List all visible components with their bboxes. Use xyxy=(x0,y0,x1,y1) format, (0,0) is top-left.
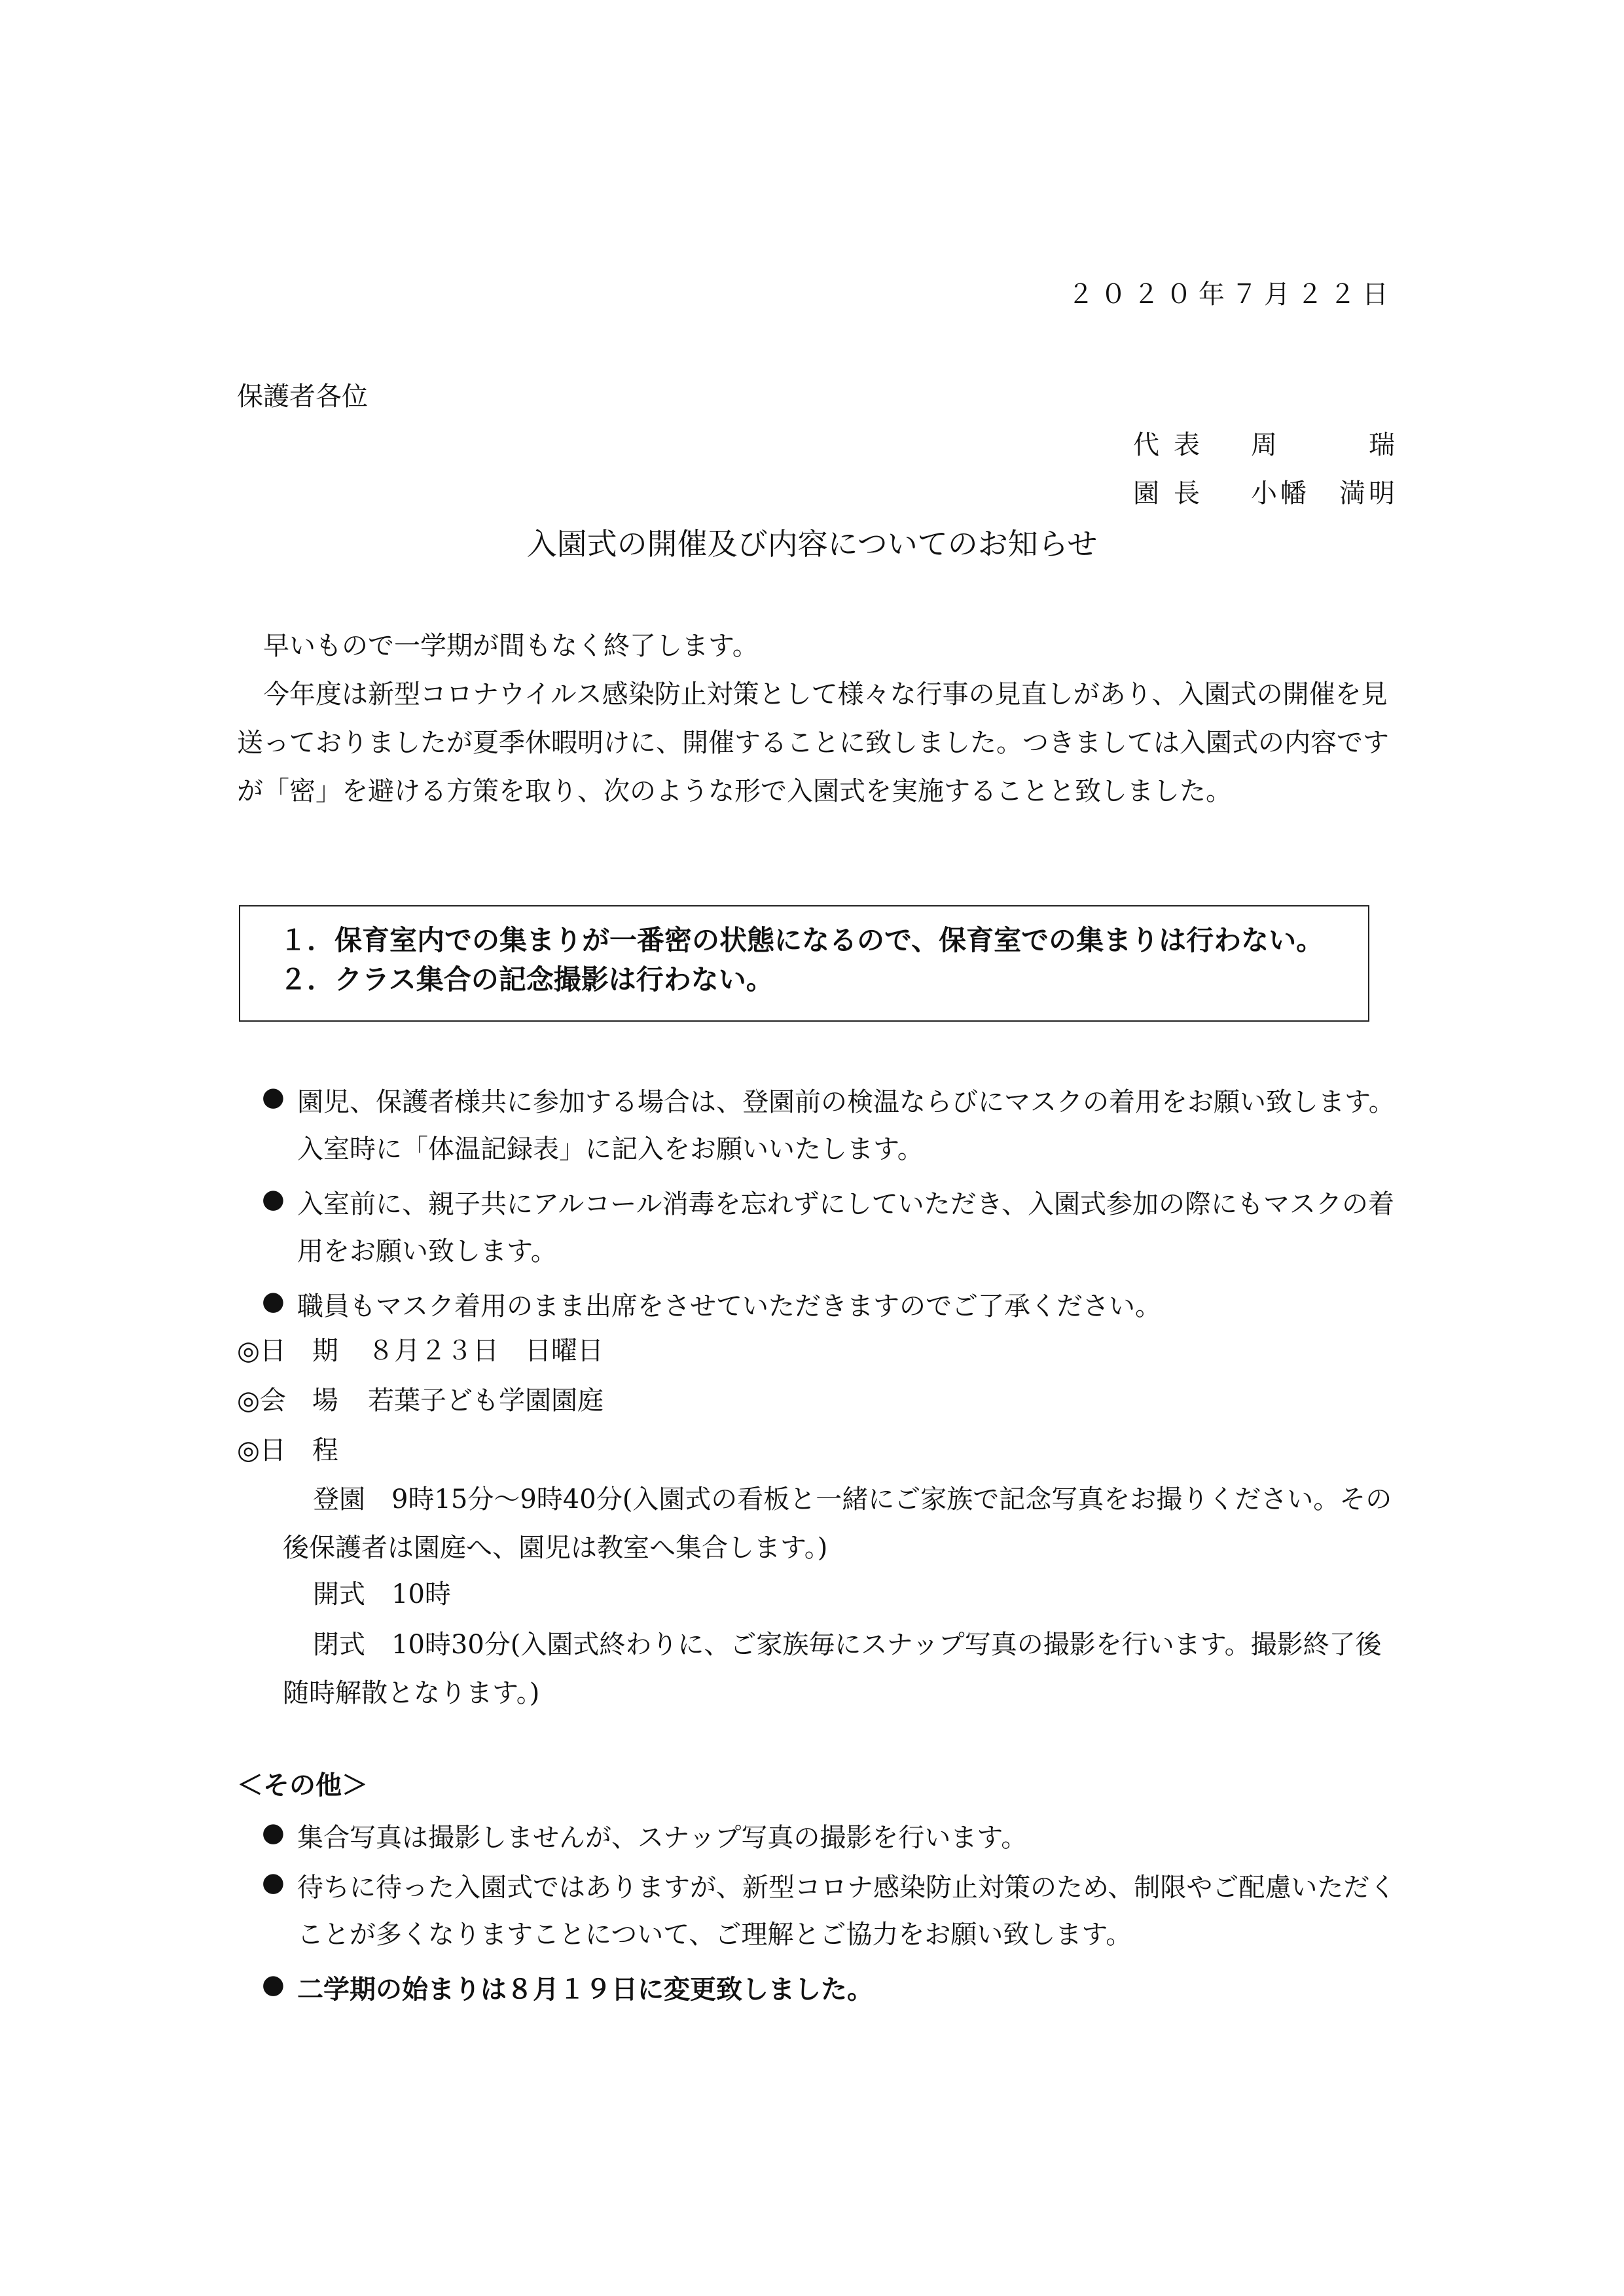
schedule-item-opening: 開式 10時 xyxy=(313,1579,451,1609)
event-date-value: ８月２３日 日曜日 xyxy=(368,1336,604,1366)
other-bullet-item xyxy=(262,1966,1401,2013)
schedule-item-closing xyxy=(283,1621,1402,1717)
sender-role: 園長 xyxy=(1133,478,1214,509)
venue-label: ◎会 場 xyxy=(237,1386,338,1416)
addressee: 保護者各位 xyxy=(237,382,368,412)
schedule-item-arrival xyxy=(283,1475,1402,1572)
bullet-text: 二学期の始まりは８月１９日に変更致しました。 xyxy=(297,1974,873,2005)
schedule-text: 閉式 10時30分(入園式終わりに、ご家族毎にスナップ写真の撮影を行います。撮影終了後随時解散となります。) xyxy=(283,1630,1382,1708)
sender-name: 小幡 満明 xyxy=(1251,478,1395,509)
bullet-item xyxy=(262,1283,1401,1330)
notice-date: ２０２０年７月２２日 xyxy=(1068,279,1395,310)
bullet-text: 園児、保護者様共に参加する場合は、登園前の検温ならびにマスクの着用をお願い致します。入室時に「体温記録表」に記入をお願いいたします。 xyxy=(297,1087,1395,1164)
bullet-text: 職員もマスク着用のまま出席をさせていただきますのでご了承ください。 xyxy=(297,1291,1161,1321)
bullet-item xyxy=(262,1181,1401,1275)
other-bullet-item xyxy=(262,1864,1401,1958)
bullet-text: 入室前に、親子共にアルコール消毒を忘れずにしていただき、入園式参加の際にもマスクの着用をお願い致します。 xyxy=(297,1189,1394,1266)
bullet-text: 待ちに待った入園式ではありますが、新型コロナ感染防止対策のため、制限やご配慮いただくことが多くなりますことについて、ご理解とご協力をお願い致します。 xyxy=(297,1873,1396,1950)
rule-item: １．保育室内での集まりが一番密の状態になるので、保育室での集まりは行わない。 xyxy=(280,924,1324,956)
intro-paragraph-1: 早いもので一学期が間もなく終了します。 xyxy=(263,631,759,661)
sender-principal xyxy=(1133,475,1395,512)
schedule-label: ◎日 程 xyxy=(237,1435,338,1465)
bullet-icon: ● xyxy=(262,1082,285,1112)
bullet-icon: ● xyxy=(262,1184,285,1214)
bullet-icon: ● xyxy=(262,1867,285,1897)
schedule-heading xyxy=(237,1432,368,1469)
venue-value: 若葉子ども学園園庭 xyxy=(368,1386,604,1416)
schedule-text: 登園 9時15分～9時40分(入園式の看板と一緒にご家族で記念写真をお撮りください。その後保護者は園庭へ、園児は教室へ集合します。) xyxy=(283,1484,1392,1563)
bullet-icon: ● xyxy=(262,1969,285,2000)
event-date-row xyxy=(237,1333,604,1369)
bullet-icon: ● xyxy=(262,1818,285,1848)
intro-paragraph-2: 今年度は新型コロナウイルス感染防止対策として様々な行事の見直しがあり、入園式の開催を見送っておりましたが夏季休暇明けに、開催することに致しました。つきましては入園式の内容ですが「密」を避ける方策を取り、次のような形で入園式を実施することと致しました。 xyxy=(237,679,1389,806)
venue-row xyxy=(237,1382,604,1419)
other-heading: ＜その他＞ xyxy=(237,1770,368,1801)
sender-representative xyxy=(1133,427,1395,463)
other-bullet-item xyxy=(262,1814,1401,1861)
rules-box xyxy=(239,905,1369,1022)
rule-item: ２．クラス集合の記念撮影は行わない。 xyxy=(280,963,774,996)
bullet-item xyxy=(262,1079,1401,1173)
event-date-label: ◎日 期 xyxy=(237,1336,338,1366)
sender-name: 周 瑞 xyxy=(1251,430,1395,460)
bullet-icon: ● xyxy=(262,1286,285,1316)
document-title: 入園式の開催及び内容についてのお知らせ xyxy=(526,526,1098,562)
bullet-text: 集合写真は撮影しませんが、スナップ写真の撮影を行います。 xyxy=(297,1823,1028,1853)
sender-role: 代表 xyxy=(1133,430,1214,460)
